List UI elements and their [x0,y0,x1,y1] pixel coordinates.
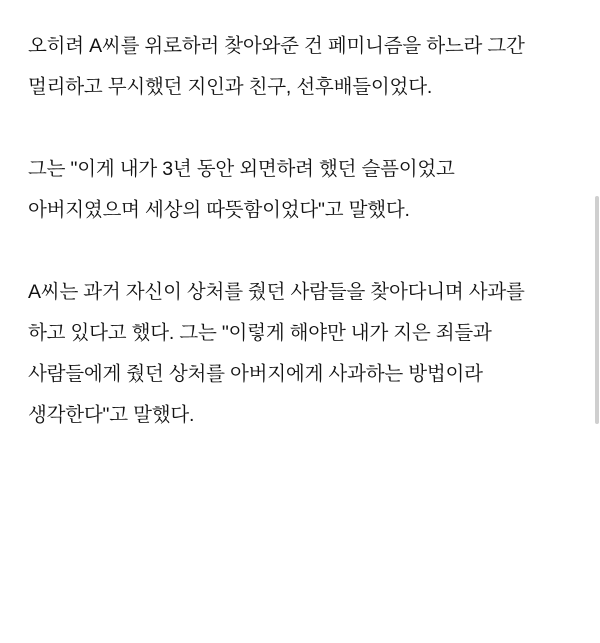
paragraph-2: 그는 "이게 내가 3년 동안 외면하려 했던 슬픔이었고 아버지였으며 세상의 따뜻함이었다"고 말했다. [28,158,455,221]
scrollbar-thumb[interactable] [595,196,599,424]
scrollbar-track[interactable] [594,0,600,643]
paragraph-1: 오히려 A씨를 위로하러 찾아와준 건 페미니즘을 하느라 그간 멀리하고 무시했던 지인과 친구, 선후배들이었다. [28,35,525,98]
paragraph-3: A씨는 과거 자신이 상처를 줬던 사람들을 찾아다니며 사과를 하고 있다고 했다. 그는 "이렇게 해야만 내가 지은 죄들과 사람들에게 줬던 상처를 아버지에게 사과하는 방법이라 생각한다"고 말했다. [28,281,525,426]
